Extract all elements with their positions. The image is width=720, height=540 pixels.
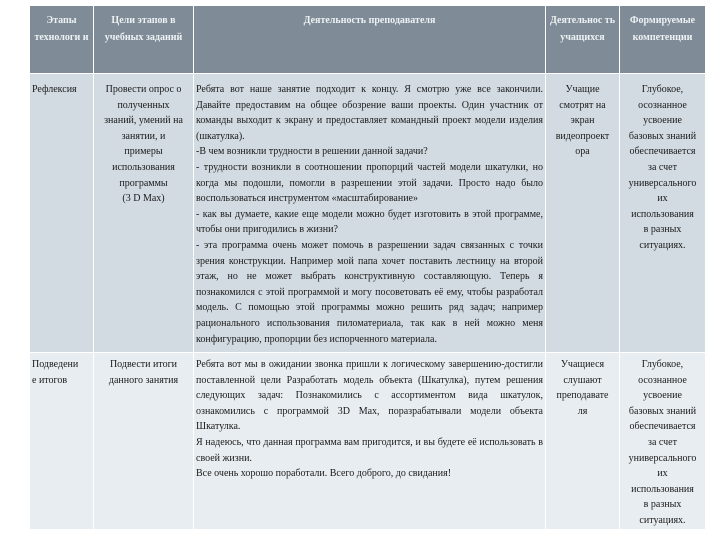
header-competencies: Формируемые компетенции [620,6,706,74]
teacher-activity-cell [194,74,546,353]
table-row-reflection [30,74,706,353]
student-activity-cell: Учащие смотрят на экран видеопроект ора [546,74,620,353]
header-goals: Цели этапов в учебных заданий [94,6,194,74]
header-student-activity: Деятельнос ть учащихся [546,6,620,74]
stage-cell: Подведени е итогов [30,353,94,530]
goals-cell: Подвести итоги данного занятия [94,353,194,530]
lesson-plan-table [30,6,706,530]
teacher-paragraph: Ребята вот наше занятие подходит к концу. Я смотрю уже все закончили. Давайте предоставим на общее обозрение ваши проекты. Один участник от команды выходит к экрану и предоставляет командный проект модели изделия (шкатулка). [196,84,543,142]
teacher-activity-cell [194,353,546,530]
teacher-paragraph: -В чем возникли трудности в решении данной задачи? [196,146,428,158]
student-activity-cell: Учащиеся слушают преподавате ля [546,353,620,530]
teacher-paragraph: - трудности возникли в соотношении пропорций частей модели шкатулки, но когда мы подошли, помогли в разрешении этой задачи. Просто надо было воспользоваться инструментом «масштабирование» [196,161,543,205]
teacher-paragraph: - эта программа очень может помочь в разрешении задач связанных с точки зрения конструкции. Например мой папа хочет поставить лестницу на второй этаж, но не может выбрать конструктивную составляющую. Теперь я познакомился с этой программой и могу посоветовать её ему, чтобы разработал модель. С помощью этой программы можно решить ряд задач; например рационального использования пиломатериала, так как в ней можно меня конфигурацию, пропорции без испорченного материала. [196,239,543,345]
teacher-paragraph: - как вы думаете, какие еще модели можно будет изготовить в этой программе, чтобы они пригодились в жизни? [196,208,543,236]
header-teacher-activity: Деятельность преподавателя [194,6,546,74]
competencies-cell: Глубокое, осознанное усвоение базовых знаний обеспечивается за счет универсального их использования в разных ситуациях. [620,353,706,530]
header-row [30,6,706,74]
stage-cell: Рефлексия [30,74,94,353]
goals-cell: Провести опрос о полученных знаний, умений на занятии, и примеры использования программы (3 D Max) [94,74,194,353]
teacher-paragraph: Я надеюсь, что данная программа вам пригодится, и вы будете её использовать в своей жизни. [196,436,543,464]
teacher-paragraph: Все очень хорошо поработали. Всего доброго, до свидания! [196,468,452,480]
competencies-cell: Глубокое, осознанное усвоение базовых знаний обеспечивается за счет универсального их использования в разных ситуациях. [620,74,706,353]
table-row-summary [30,353,706,530]
teacher-paragraph: Ребята вот мы в ожидании звонка пришли к логическому завершению-достигли поставленной цели Разработать модель объекта (Шкатулка), путем решения следующих задач: Познакомились с ассортиментом вида шкатулок, ознакомились с программой 3D Max, поразрабатывали модели объекта Шкатулка. [196,359,543,433]
header-stage: Этапы технологи и [30,6,94,74]
